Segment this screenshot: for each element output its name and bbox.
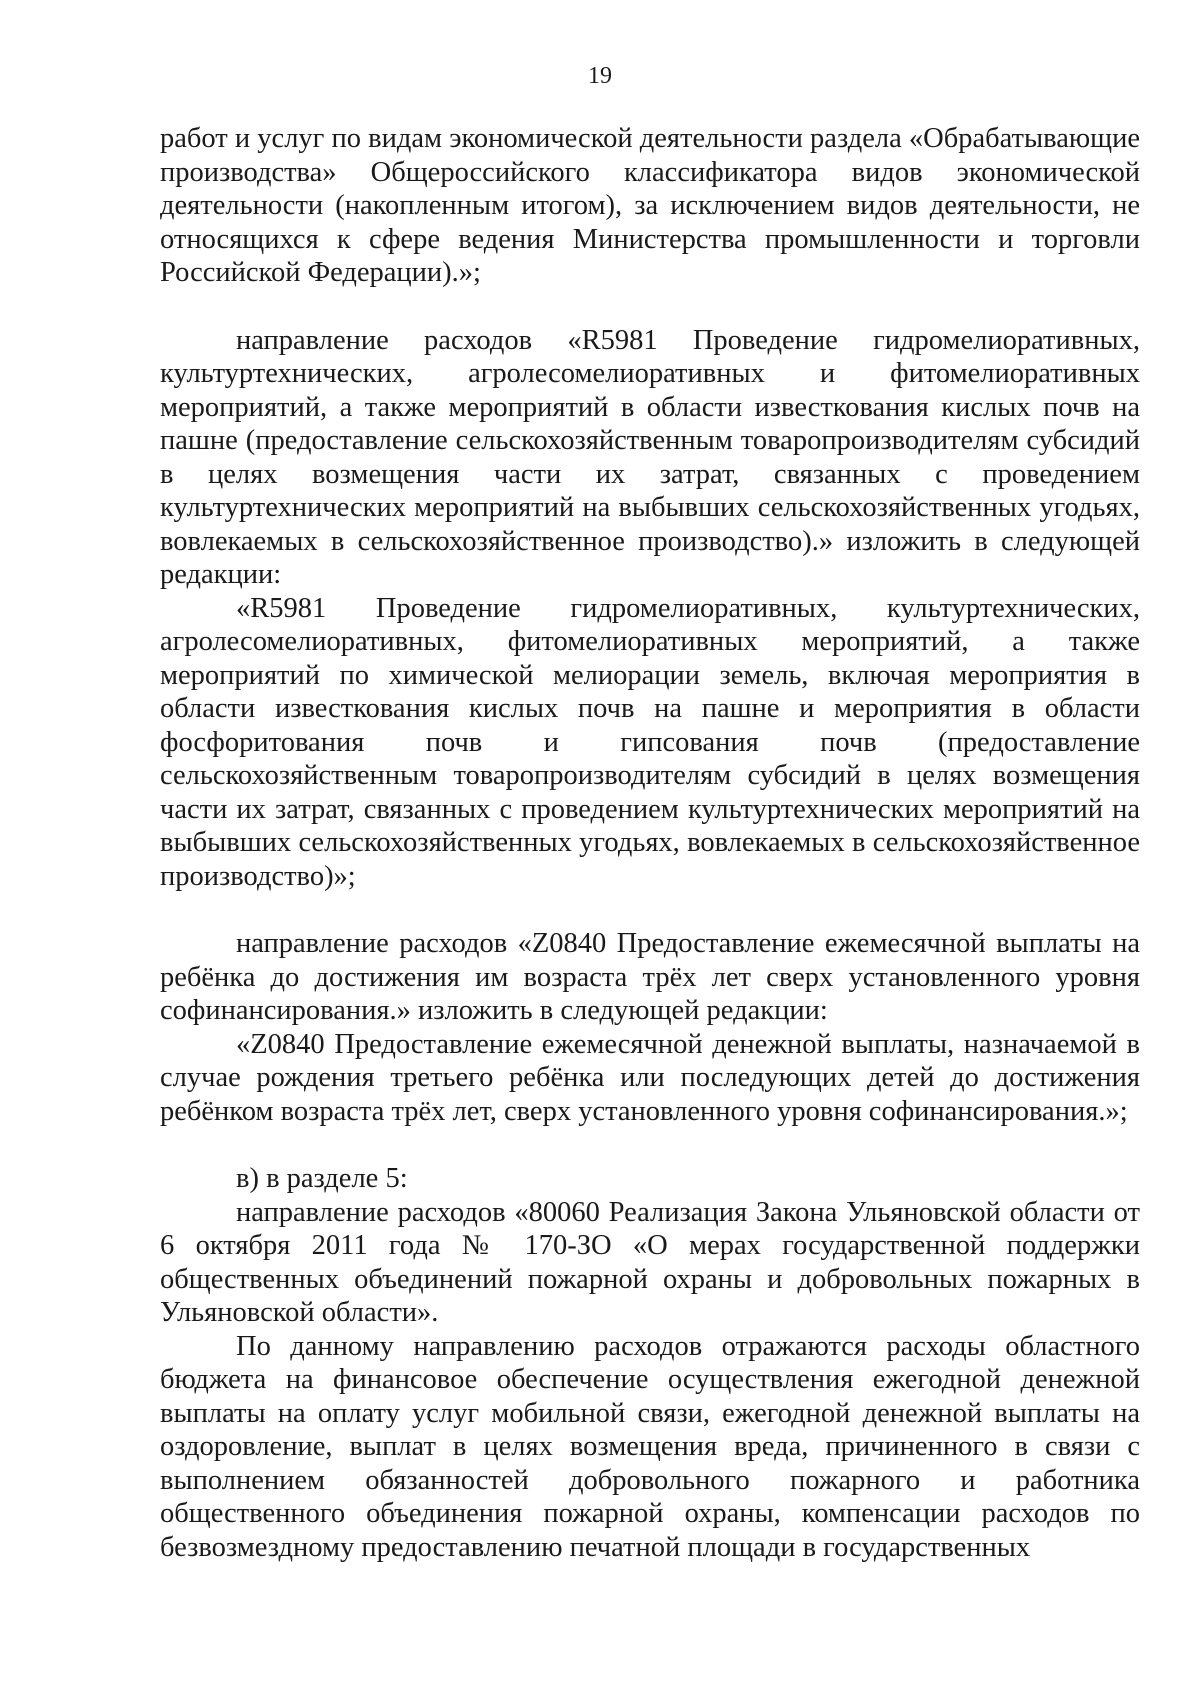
paragraph-80060-description: По данному направлению расходов отражаются расходы областного бюджета на финансовое обеспечение осуществления ежегодной денежной выплаты на оплату услуг мобильной связи, ежегодной денежной выплаты на оздоровление, выплат в целях возмещения вреда, причиненного в связи с выполнением обязанностей добровольного пожарного и работника общественного объединения пожарной охраны, компенсации расходов по безвозмездному предоставлению печатной площади в государственных <box>160 1330 1140 1563</box>
page-number: 19 <box>588 63 612 89</box>
paragraph-z0840-intro: направление расходов «Z0840 Предоставление ежемесячной выплаты на ребёнка до достижения им возраста трёх лет сверх установленного уровня софинансирования.» изложить в следующей редакции: <box>160 928 1140 1026</box>
paragraph-continuation: работ и услуг по видам экономической деятельности раздела «Обрабатывающие производства» Общероссийского классификатора видов экономической деятельности (накопленным итогом), за исключением видов деятельности, не относящихся к сфере ведения Министерства промышленности и торговли Российской Федерации).»; <box>160 123 1140 288</box>
paragraph-z0840-new-wording: «Z0840 Предоставление ежемесячной денежной выплаты, назначаемой в случае рождения третьего ребёнка или последующих детей до достижения ребёнком возраста трёх лет, сверх установленного уровня софинансирования.»; <box>160 1028 1140 1127</box>
paragraph-r5981-intro: направление расходов «R5981 Проведение гидромелиоративных, культуртехнических, агролесомелиоративных и фитомелиоративных мероприятий, а также мероприятий в области известкования кислых почв на пашне (предоставление сельскохозяйственным товаропроизводителям субсидий в целях возмещения части их затрат, связанных с проведением культуртехнических мероприятий на выбывших сельскохозяйственных угодьях, вовлекаемых в сельскохозяйственное производство).» изложить в следующей редакции: <box>160 324 1140 590</box>
paragraph-section-5-heading: в) в разделе 5: <box>236 1163 408 1194</box>
document-body <box>160 122 1140 1564</box>
paragraph-r5981-new-wording: «R5981 Проведение гидромелиоративных, культуртехнических, агролесомелиоративных, фитомелиоративных мероприятий, а также мероприятий по химической мелиорации земель, включая мероприятия в области известкования кислых почв на пашне и мероприятия в области фосфоритования почв и гипсования почв (предоставление сельскохозяйственным товаропроизводителям субсидий в целях возмещения части их затрат, связанных с проведением культуртехнических мероприятий на выбывших сельскохозяйственных угодьях, вовлекаемых в сельскохозяйственное производство)»; <box>160 592 1140 892</box>
paragraph-80060-direction: направление расходов «80060 Реализация Закона Ульяновской области от 6 октября 2011 года № 170-ЗО «О мерах государственной поддержки общественных объединений пожарной охраны и добровольных пожарных в Ульяновской области». <box>160 1196 1140 1328</box>
